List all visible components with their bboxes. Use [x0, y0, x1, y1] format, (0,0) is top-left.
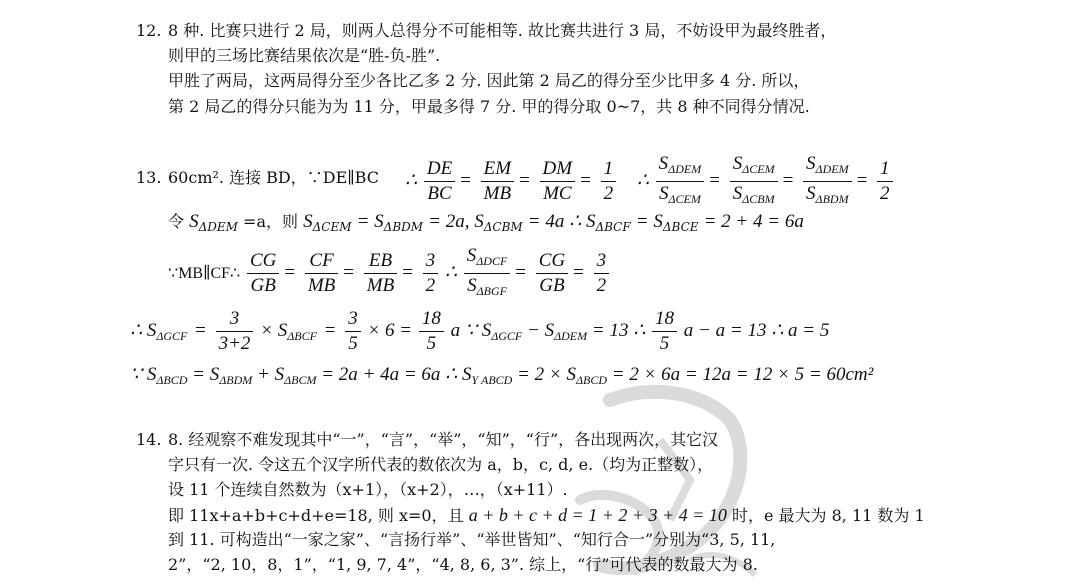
- fraction: $\frac{3}{2}$: [423, 249, 439, 298]
- fraction: $\frac{3}{5}$: [345, 307, 361, 356]
- problem-14-line-4: 即 11x+a+b+c+d+e=18, 则 x=0，且 a + b + c + d = 1 + 2 + 3 + 4 = 10 时，e 最大为 8, 11 数为 1: [168, 505, 925, 525]
- therefore-symbol: ∴: [636, 169, 649, 191]
- area-ratio-fraction: $\frac{S_{\Delta DEM}}{S_{\Delta CEM}}$: [656, 152, 705, 211]
- area-ratio-fraction: $\frac{S_{\Delta CEM}}{S_{\Delta CBM}}$: [730, 152, 778, 211]
- problem-14-number: 14.: [136, 430, 162, 449]
- problem-13-row-1: ∴ $\frac{DE}{BC}$ = $\frac{EM}{MB}$ = $\frac{DM}{MC}$ = $\frac{1}{2}$ ∴ $\frac{S_{\Delta DEM}}{S_{\Delta CEM}}$ = $\frac{S_{\Delta CEM}}{S_{\Delta CBM}}$ = $\frac{S_{\Delta DEM}}{S_{\Delta BDM}}$ = $\frac{1}{2}$: [405, 152, 895, 211]
- fraction: $\frac{3}{3+2}$: [216, 307, 254, 356]
- problem-14-line-6: 2”，“2, 10，8，1”，“1, 9, 7, 4”，“4, 8, 6, 3”. 综上，“行”可代表的数最大为 8.: [168, 555, 758, 574]
- problem-12-line-3: 甲胜了两局，这两局得分至少各比乙多 2 分. 因此第 2 局乙的得分至少比甲多 4 分. 所以，: [168, 71, 810, 90]
- fraction: $\frac{EM}{MB}$: [481, 157, 514, 206]
- fraction: $\frac{18}{5}$: [652, 307, 677, 356]
- therefore-symbol: ∴: [405, 169, 418, 191]
- problem-13-row-5: ∵ $S_{\Delta BCD} = S_{\Delta BDM} + S_{\Delta BCM} = 2a + 4a = 6a$ ∴ $S_{Y ABCD} = 2 \times S_{\Delta BCD} = 2 \times 6a = 12a = 12 \times 5 = 60cm^2$: [130, 364, 874, 387]
- fraction: $\frac{DE}{BC}$: [424, 157, 455, 206]
- problem-12-line-1: 8 种. 比赛只进行 2 局，则两人总得分不可能相等. 故比赛共进行 3 局，不妨设甲为最终胜者，: [168, 21, 837, 40]
- area-ratio-fraction: $\frac{S_{\Delta DCF}}{S_{\Delta BGF}}$: [464, 244, 511, 303]
- problem-14-line-2: 字只有一次. 令这五个汉字所代表的数依次为 a，b，c, d, e.（均为正整数），: [168, 455, 714, 474]
- problem-14-line-3: 设 11 个连续自然数为（x+1），（x+2），…，（x+11）.: [168, 480, 568, 499]
- problem-13-number: 13.: [136, 168, 162, 187]
- fraction: $\frac{CG}{GB}$: [536, 249, 568, 298]
- fraction: $\frac{18}{5}$: [419, 307, 444, 356]
- area-ratio-fraction: $\frac{S_{\Delta DEM}}{S_{\Delta BDM}}$: [803, 152, 852, 211]
- problem-12-number: 12.: [136, 21, 162, 40]
- fraction: $\frac{EB}{MB}$: [364, 249, 397, 298]
- problem-14-line-1: 8. 经观察不难发现其中“一”，“言”，“举”，“知”，“行”，各出现两次，其它汉: [168, 430, 719, 449]
- fraction: $\frac{DM}{MC}$: [540, 157, 576, 206]
- fraction: $\frac{3}{2}$: [594, 249, 610, 298]
- problem-13-row-3: ∵MB∥CF∴ $\frac{CG}{GB}$ = $\frac{CF}{MB}$ = $\frac{EB}{MB}$ = $\frac{3}{2}$ ∴ $\frac{S_{\Delta DCF}}{S_{\Delta BGF}}$ = $\frac{CG}{GB}$ = $\frac{3}{2}$: [168, 244, 611, 303]
- fraction: $\frac{CG}{GB}$: [247, 249, 279, 298]
- fraction: $\frac{CF}{MB}$: [305, 249, 338, 298]
- problem-13-row-4: ∴ $S_{\Delta GCF}$ = $\frac{3}{3+2}$ × $S_{\Delta BCF}$ = $\frac{3}{5}$ × 6 = $\frac{18}{5}$ a ∵ $S_{\Delta GCF} - S_{\Delta DEM} = 13$ ∴ $\frac{18}{5}$ a − a = 13 ∴ a = 5: [130, 308, 830, 355]
- problem-13-row-2: 令 $S_{\Delta DEM} =a$，则 $S_{\Delta CEM} = S_{\Delta BDM} = 2a$, $S_{\Delta CBM} = 4a$ ∴ $S_{\Delta BCF} = S_{\Delta BCE} = 2 + 4 = 6a$: [168, 211, 804, 234]
- fraction: $\frac{1}{2}$: [601, 157, 617, 206]
- problem-13-intro: 60cm². 连接 BD，∵DE∥BC: [168, 168, 379, 187]
- problem-12-line-4: 第 2 局乙的得分只能为为 11 分，甲最多得 7 分. 甲的得分取 0~7，共 8 种不同得分情况.: [168, 97, 810, 116]
- problem-14-line-5: 到 11. 可构造出“一家之家”、“言扬行举”、“举世皆知”、“知行合一”分别为“3, 5, 11,: [168, 530, 776, 549]
- problem-12-line-2: 则甲的三场比赛结果依次是“胜-负-胜”.: [168, 46, 441, 65]
- fraction: $\frac{1}{2}$: [877, 157, 893, 206]
